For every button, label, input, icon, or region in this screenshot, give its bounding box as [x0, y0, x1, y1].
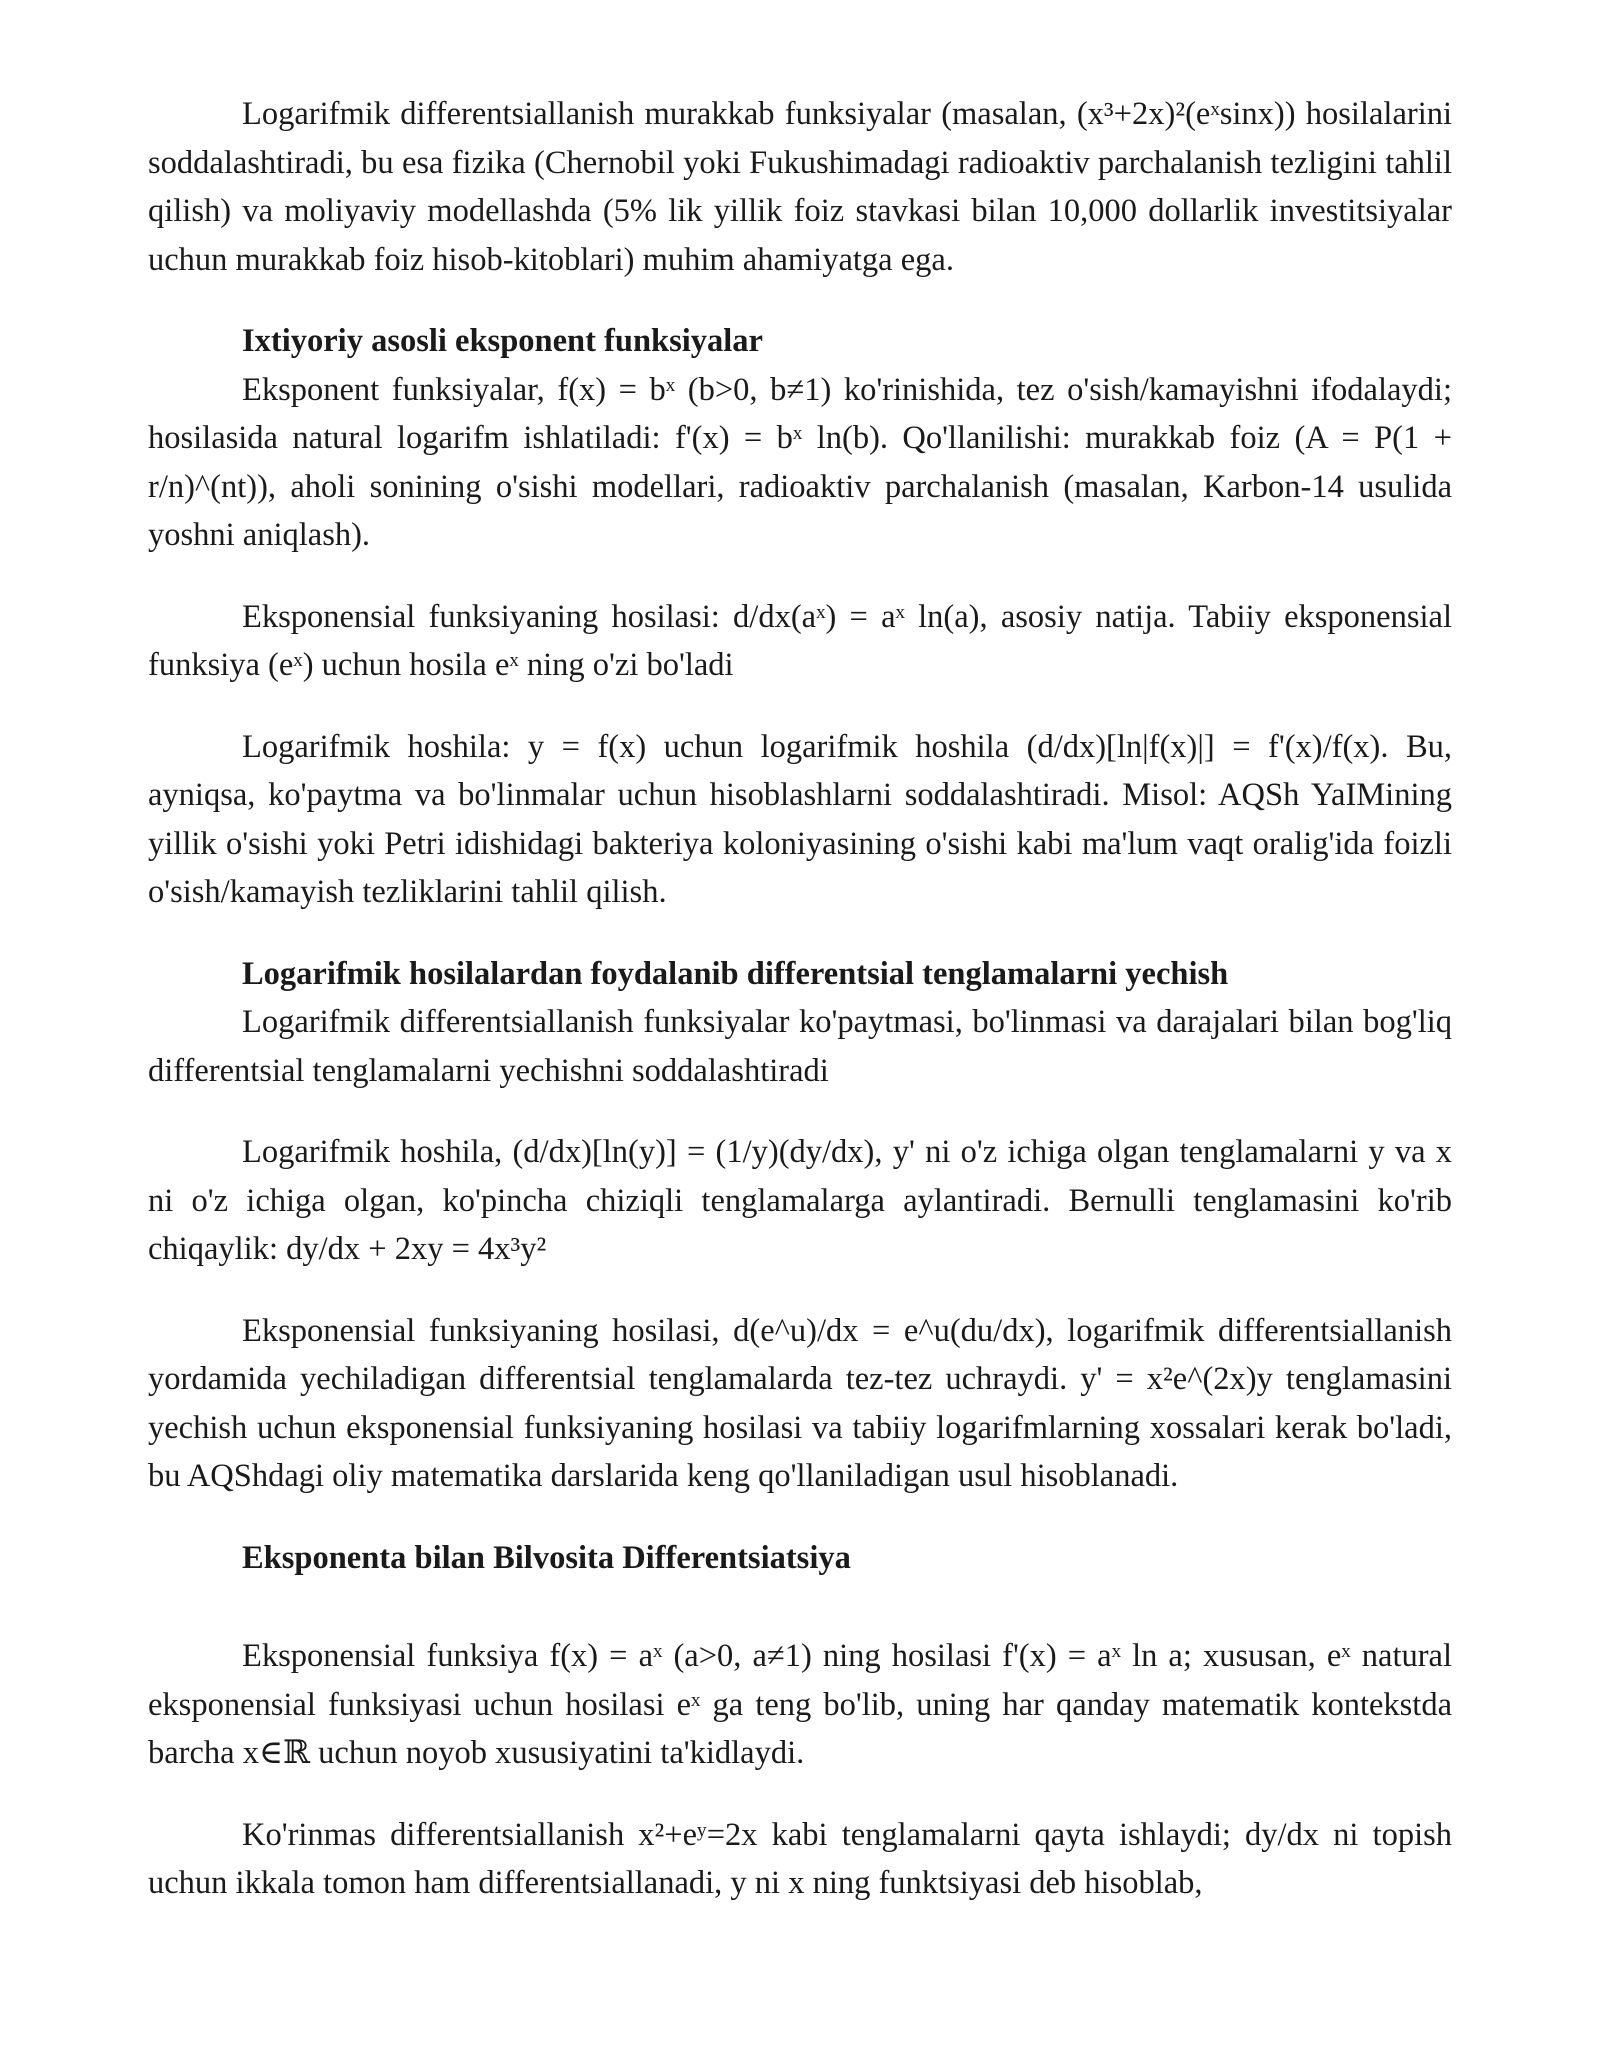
- paragraph-bernoulli: Logarifmik hoshila, (d/dx)[ln(y)] = (1/y)(dy/dx), y' ni o'z ichiga olgan tenglamalarni y va x ni o'z ichiga olgan, ko'pincha chiziqli tenglamalarga aylantiradi. Bernulli tenglamasini ko'rib chiqaylik: dy/dx + 2xy = 4x³y²: [148, 1134, 1452, 1267]
- heading-exponent-functions: Ixtiyoriy asosli eksponent funksiyalar: [242, 323, 763, 359]
- paragraph-logarithmic-derivative: Logarifmik hoshila: y = f(x) uchun logarifmik hoshila (d/dx)[ln|f(x)|] = f'(x)/f(x). Bu, ayniqsa, ko'paytma va bo'linmalar uchun hisoblashlarni soddalashtiradi. Misol: AQSh YaIMining yillik o'sishi yoki Petri idishidagi bakteriya koloniyasining o'sishi kabi ma'lum vaqt oralig'ida foizli o'sish/kamayish tezliklarini tahlil qilish.: [148, 728, 1452, 910]
- heading-differential-equations: Logarifmik hosilalardan foydalanib differentsial tenglamalarni yechish: [242, 955, 1229, 992]
- paragraph-exponential-function: Eksponensial funksiya f(x) = aˣ (a>0, a≠1) ning hosilasi f'(x) = aˣ ln a; xususan, eˣ natural eksponensial funksiyasi uchun hosilasi eˣ ga teng bo'lib, uning har qanday matematik kontekstda barcha x∈ℝ uchun noyob xususiyatini ta'kidlaydi.: [148, 1638, 1452, 1771]
- paragraph-implicit-differentiation: Ko'rinmas differentsiallanish x²+eʸ=2x kabi tenglamalarni qayta ishlaydi; dy/dx ni topish uchun ikkala tomon ham differentsiallanadi, y ni x ning funktsiyasi deb hisoblab,: [148, 1816, 1452, 1901]
- paragraph-exponential-derivative: Eksponensial funksiyaning hosilasi: d/dx(aˣ) = aˣ ln(a), asosiy natija. Tabiiy eksponensial funksiya (eˣ) uchun hosila eˣ ning o'zi bo'ladi: [148, 598, 1452, 683]
- paragraph-log-differentiation: Logarifmik differentsiallanish funksiyalar ko'paytmasi, bo'linmasi va darajalari bilan bog'liq differentsial tenglamalarni yechishni soddalashtiradi: [148, 1004, 1452, 1089]
- paragraph-exponential-chain-rule: Eksponensial funksiyaning hosilasi, d(e^u)/dx = e^u(du/dx), logarifmik differentsiallanish yordamida yechiladigan differentsial tenglamalarda tez-tez uchraydi. y' = x²e^(2x)y tenglamasini yechish uchun eksponensial funksiyaning hosilasi va tabiiy logarifmlarning xossalari kerak bo'ladi, bu AQShdagi oliy matematika darslarida keng qo'llaniladigan usul hisoblanadi.: [148, 1312, 1452, 1494]
- paragraph-exponent-functions: Eksponent funksiyalar, f(x) = bˣ (b>0, b≠1) ko'rinishida, tez o'sish/kamayishni ifodalaydi; hosilasida natural logarifm ishlatiladi: f'(x) = bˣ ln(b). Qo'llanilishi: murakkab foiz (A = P(1 + r/n)^(nt)), aholi sonining o'sishi modellari, radioaktiv parchalanish (masalan, Karbon-14 usulida yoshni aniqlash).: [148, 371, 1452, 553]
- heading-implicit-differentiation: Eksponenta bilan Bilvosita Differentsiatsiya: [242, 1539, 851, 1576]
- document-page: [148, 90, 1452, 1941]
- paragraph-intro: Logarifmik differentsiallanish murakkab funksiyalar (masalan, (x³+2x)²(eˣsinx)) hosilalarini soddalashtiradi, bu esa fizika (Chernobil yoki Fukushimadagi radioaktiv parchalanish tezligini tahlil qilish) va moliyaviy modellashda (5% lik yillik foiz stavkasi bilan 10,000 dollarlik investitsiyalar uchun murakkab foiz hisob-kitoblari) muhim ahamiyatga ega.: [148, 96, 1452, 278]
